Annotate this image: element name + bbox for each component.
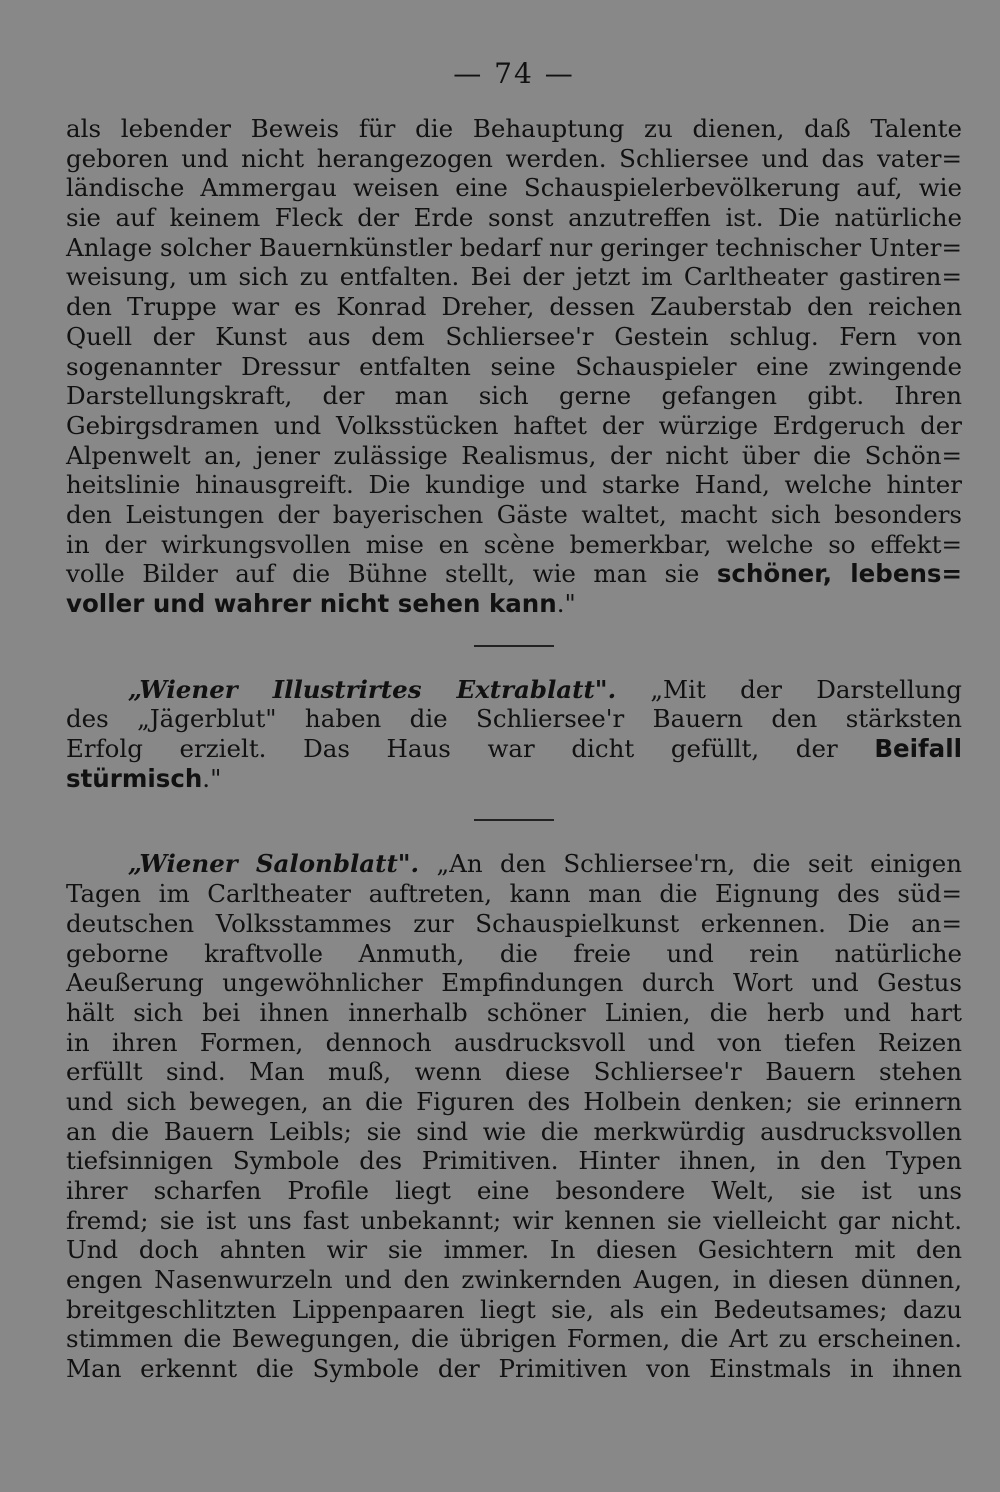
salonblatt-paragraph — [66, 849, 962, 1383]
text-line: Man erkennt die Symbole der Primitiven von Einstmals in ihnen — [66, 1354, 962, 1384]
text-line: engen Nasenwurzeln und den zwinkernden Augen, in diesen dünnen, — [66, 1265, 962, 1295]
text-fragment: volle Bilder auf die Bühne stellt, wie man sie — [66, 559, 700, 589]
text-line: Darstellungskraft, der man sich gerne gefangen gibt. Ihren — [66, 381, 962, 411]
text-line: heitslinie hinausgreift. Die kundige und starke Hand, welche hinter — [66, 470, 962, 500]
text-line: stimmen die Bewegungen, die übrigen Formen, die Art zu erscheinen. — [66, 1324, 962, 1354]
text-line: tiefsinnigen Symbole des Primitiven. Hinter ihnen, in den Typen — [66, 1146, 962, 1176]
source-title: „Wiener Salonblatt". — [128, 849, 420, 879]
text-line: sie auf keinem Fleck der Erde sonst anzutreffen ist. Die natürliche — [66, 203, 962, 233]
source-title: „Wiener Illustrirtes Extrablatt". — [128, 674, 617, 704]
section-divider — [474, 645, 554, 647]
text-line: sogenannter Dressur entfalten seine Schauspieler eine zwingende — [66, 351, 962, 381]
text-line: geborne kraftvolle Anmuth, die freie und rein natürliche — [66, 938, 962, 968]
text-line: weisung, um sich zu entfalten. Bei der jetzt im Carltheater gastiren= — [66, 262, 962, 292]
text-line: in ihren Formen, dennoch ausdrucksvoll und von tiefen Reizen — [66, 1027, 962, 1057]
text-line: Gebirgsdramen und Volksstücken haftet der würzige Erdgeruch der — [66, 410, 962, 440]
text-line: fremd; sie ist uns fast unbekannt; wir kennen sie vielleicht gar nicht. — [66, 1205, 962, 1235]
closing-quote: ." — [556, 589, 576, 618]
text-line: den Truppe war es Konrad Dreher, dessen Zauberstab den reichen — [66, 292, 962, 322]
emphasis-text: voller und wahrer nicht sehen kann — [66, 589, 557, 618]
text-line: ländische Ammergau weisen eine Schauspielerbevölkerung auf, wie — [66, 173, 962, 203]
page-number: — 74 — — [453, 57, 575, 90]
section-divider — [474, 819, 554, 821]
emphasis-text: stürmisch — [66, 763, 203, 793]
intro-paragraph — [66, 114, 962, 619]
text-line: Tagen im Carltheater auftreten, kann man die Eignung des süd= — [66, 879, 962, 909]
emphasis-text: schöner, lebens= — [716, 559, 962, 589]
text-line: als lebender Beweis für die Behauptung zu dienen, daß Talente — [66, 114, 962, 143]
text-line: Und doch ahnten wir sie immer. In diesen Gesichtern mit den — [66, 1235, 962, 1265]
text-line: breitgeschlitzten Lippenpaaren liegt sie, als ein Bedeutsames; dazu — [66, 1294, 962, 1324]
text-line: deutschen Volksstammes zur Schauspielkunst erkennen. Die an= — [66, 908, 962, 938]
text-line-with-emphasis — [66, 559, 962, 589]
text-line: Anlage solcher Bauernkünstler bedarf nur geringer technischer Unter= — [66, 232, 962, 262]
text-line: Quell der Kunst aus dem Schliersee'r Gestein schlug. Fern von — [66, 321, 962, 351]
text-line: hält sich bei ihnen innerhalb schöner Linien, die herb und hart — [66, 997, 962, 1027]
text-line: erfüllt sind. Man muß, wenn diese Schliersee'r Bauern stehen — [66, 1057, 962, 1087]
emphasis-text: Beifall — [874, 734, 962, 764]
text-line: ihrer scharfen Profile liegt eine besondere Welt, sie ist uns — [66, 1176, 962, 1205]
text-fragment: Erfolg erzielt. Das Haus war dicht gefüllt, der — [66, 734, 838, 764]
text-fragment: „An den Schliersee'rn, die seit einigen — [436, 849, 962, 879]
text-fragment: „Mit der Darstellung — [650, 674, 962, 704]
closing-quote: ." — [202, 763, 222, 793]
document-page — [66, 52, 962, 1472]
text-line-with-emphasis — [66, 589, 962, 619]
text-line-with-emphasis — [66, 764, 962, 794]
text-line: geboren und nicht herangezogen werden. Schliersee und das vater= — [66, 143, 962, 173]
text-line-with-emphasis — [66, 734, 962, 764]
text-line: des „Jägerblut" haben die Schliersee'r Bauern den stärksten — [66, 704, 962, 734]
text-line: Aeußerung ungewöhnlicher Empfindungen durch Wort und Gestus — [66, 968, 962, 998]
text-line-with-source — [66, 849, 962, 879]
text-line: den Leistungen der bayerischen Gäste waltet, macht sich besonders — [66, 499, 962, 529]
text-line: in der wirkungsvollen mise en scène bemerkbar, welche so effekt= — [66, 529, 962, 559]
text-line: an die Bauern Leibls; sie sind wie die merkwürdig ausdrucksvollen — [66, 1116, 962, 1146]
text-line-with-source — [66, 675, 962, 705]
text-line: Alpenwelt an, jener zulässige Realismus, der nicht über die Schön= — [66, 440, 962, 470]
extrablatt-paragraph — [66, 675, 962, 794]
text-line: und sich bewegen, an die Figuren des Holbein denken; sie erinnern — [66, 1086, 962, 1116]
